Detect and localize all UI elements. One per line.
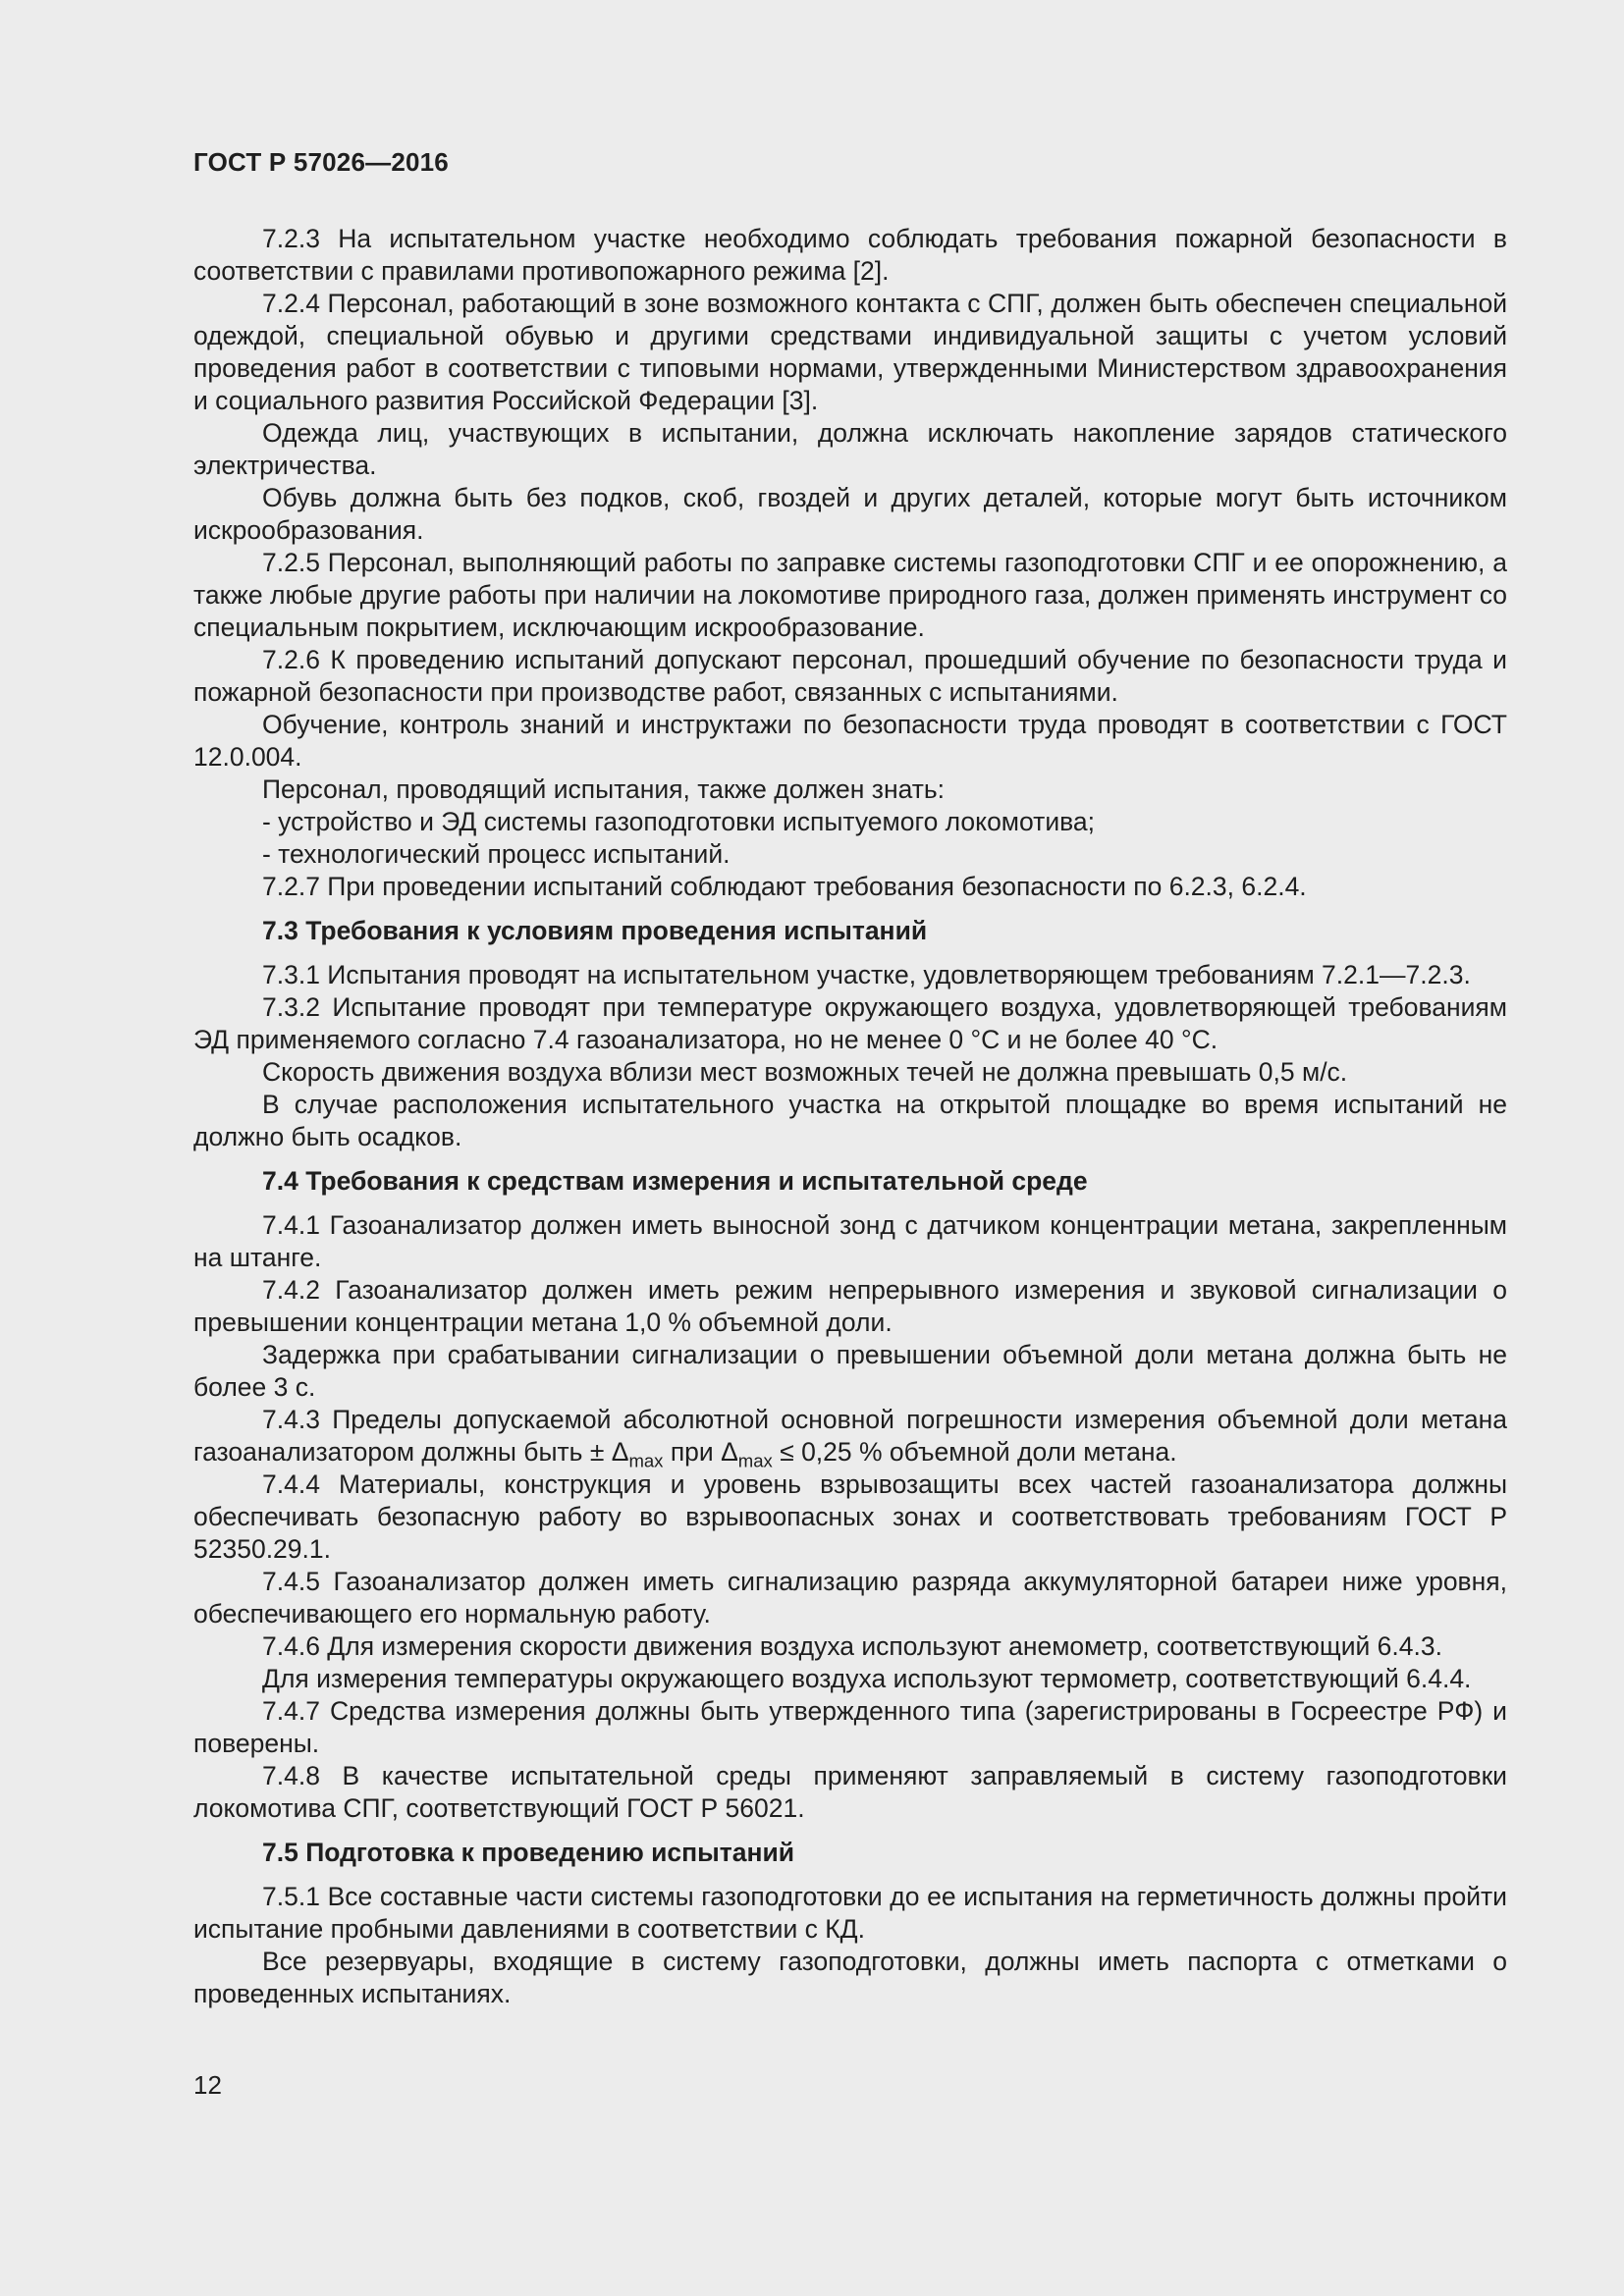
paragraph-delay: Задержка при срабатывании сигнализации о превышении объемной доли метана должна быть не более 3 с. bbox=[193, 1340, 1507, 1402]
section-heading-7-5: 7.5 Подготовка к проведению испытаний bbox=[262, 1838, 795, 1867]
paragraph-7-4-3 bbox=[193, 1404, 1507, 1471]
paragraph-7-4-8: 7.4.8 В качестве испытательной среды применяют заправляемый в систему газоподготовки локомотива СПГ, соответствующий ГОСТ Р 56021. bbox=[193, 1761, 1507, 1823]
paragraph-7-2-4: 7.2.4 Персонал, работающий в зоне возможного контакта с СПГ, должен быть обеспечен специальной одеждой, специальной обувью и другими средствами индивидуальной защиты с учетом условий проведения работ в соответствии с типовыми нормами, утвержденными Министерством здравоохранения и социального развития Российской Федерации [3]. bbox=[193, 289, 1507, 415]
paragraph-7-4-2: 7.4.2 Газоанализатор должен иметь режим непрерывного измерения и звуковой сигнализации о превышении концентрации метана 1,0 % объемной доли. bbox=[193, 1275, 1507, 1337]
paragraph-7-4-6: 7.4.6 Для измерения скорости движения воздуха используют анемометр, соответствующий 6.4.3. bbox=[262, 1631, 1442, 1661]
paragraph-knowledge: Персонал, проводящий испытания, также должен знать: bbox=[262, 774, 946, 804]
paragraph-7-5-1: 7.5.1 Все составные части системы газоподготовки до ее испытания на герметичность должны пройти испытание пробными давлениями в соответствии с КД. bbox=[193, 1882, 1507, 1944]
section-heading-7-4: 7.4 Требования к средствам измерения и испытательной среде bbox=[262, 1166, 1088, 1196]
paragraph-7-2-6: 7.2.6 К проведению испытаний допускают персонал, прошедший обучение по безопасности труда и пожарной безопасности при производстве работ, связанных с испытаниями. bbox=[193, 645, 1507, 707]
paragraph-7-3-1: 7.3.1 Испытания проводят на испытательном участке, удовлетворяющем требованиям 7.2.1—7.2.3. bbox=[262, 960, 1471, 989]
document-body bbox=[193, 223, 1507, 2010]
paragraph-7-4-3-text-b: при Δ bbox=[663, 1437, 738, 1467]
paragraph-7-3-2: 7.3.2 Испытание проводят при температуре окружающего воздуха, удовлетворяющей требованиям ЭД применяемого согласно 7.4 газоанализатора, но не менее 0 °С и не более 40 °С. bbox=[193, 992, 1507, 1054]
paragraph-7-4-4: 7.4.4 Материалы, конструкция и уровень взрывозащиты всех частей газоанализатора должны обеспечивать безопасную работу во взрывоопасных зонах и соответствовать требованиям ГОСТ Р 52350.29.1. bbox=[193, 1469, 1507, 1564]
paragraph-7-4-7: 7.4.7 Средства измерения должны быть утвержденного типа (зарегистрированы в Госреестре РФ) и поверены. bbox=[193, 1696, 1507, 1758]
paragraph-7-4-1: 7.4.1 Газоанализатор должен иметь выносной зонд с датчиком концентрации метана, закрепленным на штанге. bbox=[193, 1210, 1507, 1272]
section-heading-7-3: 7.3 Требования к условиям проведения испытаний bbox=[262, 916, 928, 945]
paragraph-clothing: Одежда лиц, участвующих в испытании, должна исключать накопление зарядов статического электричества. bbox=[193, 418, 1507, 480]
paragraph-7-2-7: 7.2.7 При проведении испытаний соблюдают требования безопасности по 6.2.3, 6.2.4. bbox=[262, 872, 1307, 901]
paragraph-training: Обучение, контроль знаний и инструктажи по безопасности труда проводят в соответствии с ГОСТ 12.0.004. bbox=[193, 710, 1507, 772]
page-number: 12 bbox=[193, 2070, 222, 2100]
paragraph-7-2-3: 7.2.3 На испытательном участке необходимо соблюдать требования пожарной безопасности в соответствии с правилами противопожарного режима [2]. bbox=[193, 224, 1507, 286]
list-item-knowledge-2: - технологический процесс испытаний. bbox=[262, 839, 731, 869]
paragraph-7-4-3-text-a: 7.4.3 Пределы допускаемой абсолютной основной погрешности измерения объемной доли метана газоанализатором должны быть ± Δ bbox=[193, 1405, 1507, 1467]
paragraph-7-4-3-text-c: ≤ 0,25 % объемной доли метана. bbox=[772, 1437, 1177, 1467]
paragraph-shoes: Обувь должна быть без подков, скоб, гвоздей и других деталей, которые могут быть источником искрообразования. bbox=[193, 483, 1507, 545]
paragraph-tanks: Все резервуары, входящие в систему газоподготовки, должны иметь паспорта с отметками о проведенных испытаниях. bbox=[193, 1947, 1507, 2008]
document-header: ГОСТ Р 57026—2016 bbox=[193, 147, 449, 177]
paragraph-thermometer: Для измерения температуры окружающего воздуха используют термометр, соответствующий 6.4.4. bbox=[262, 1664, 1472, 1693]
paragraph-7-2-5: 7.2.5 Персонал, выполняющий работы по заправке системы газоподготовки СПГ и ее опорожнению, а также любые другие работы при наличии на локомотиве природного газа, должен применять инструмент со специальным покрытием, исключающим искрообразование. bbox=[193, 548, 1507, 642]
paragraph-open-site: В случае расположения испытательного участка на открытой площадке во время испытаний не должно быть осадков. bbox=[193, 1090, 1507, 1151]
paragraph-air-speed: Скорость движения воздуха вблизи мест возможных течей не должна превышать 0,5 м/с. bbox=[262, 1057, 1348, 1087]
delta-max-subscript: max bbox=[737, 1450, 773, 1471]
list-item-knowledge-1: - устройство и ЭД системы газоподготовки испытуемого локомотива; bbox=[262, 807, 1095, 836]
paragraph-7-4-5: 7.4.5 Газоанализатор должен иметь сигнализацию разряда аккумуляторной батареи ниже уровня, обеспечивающего его нормальную работу. bbox=[193, 1567, 1507, 1629]
delta-max-subscript: max bbox=[628, 1450, 664, 1471]
